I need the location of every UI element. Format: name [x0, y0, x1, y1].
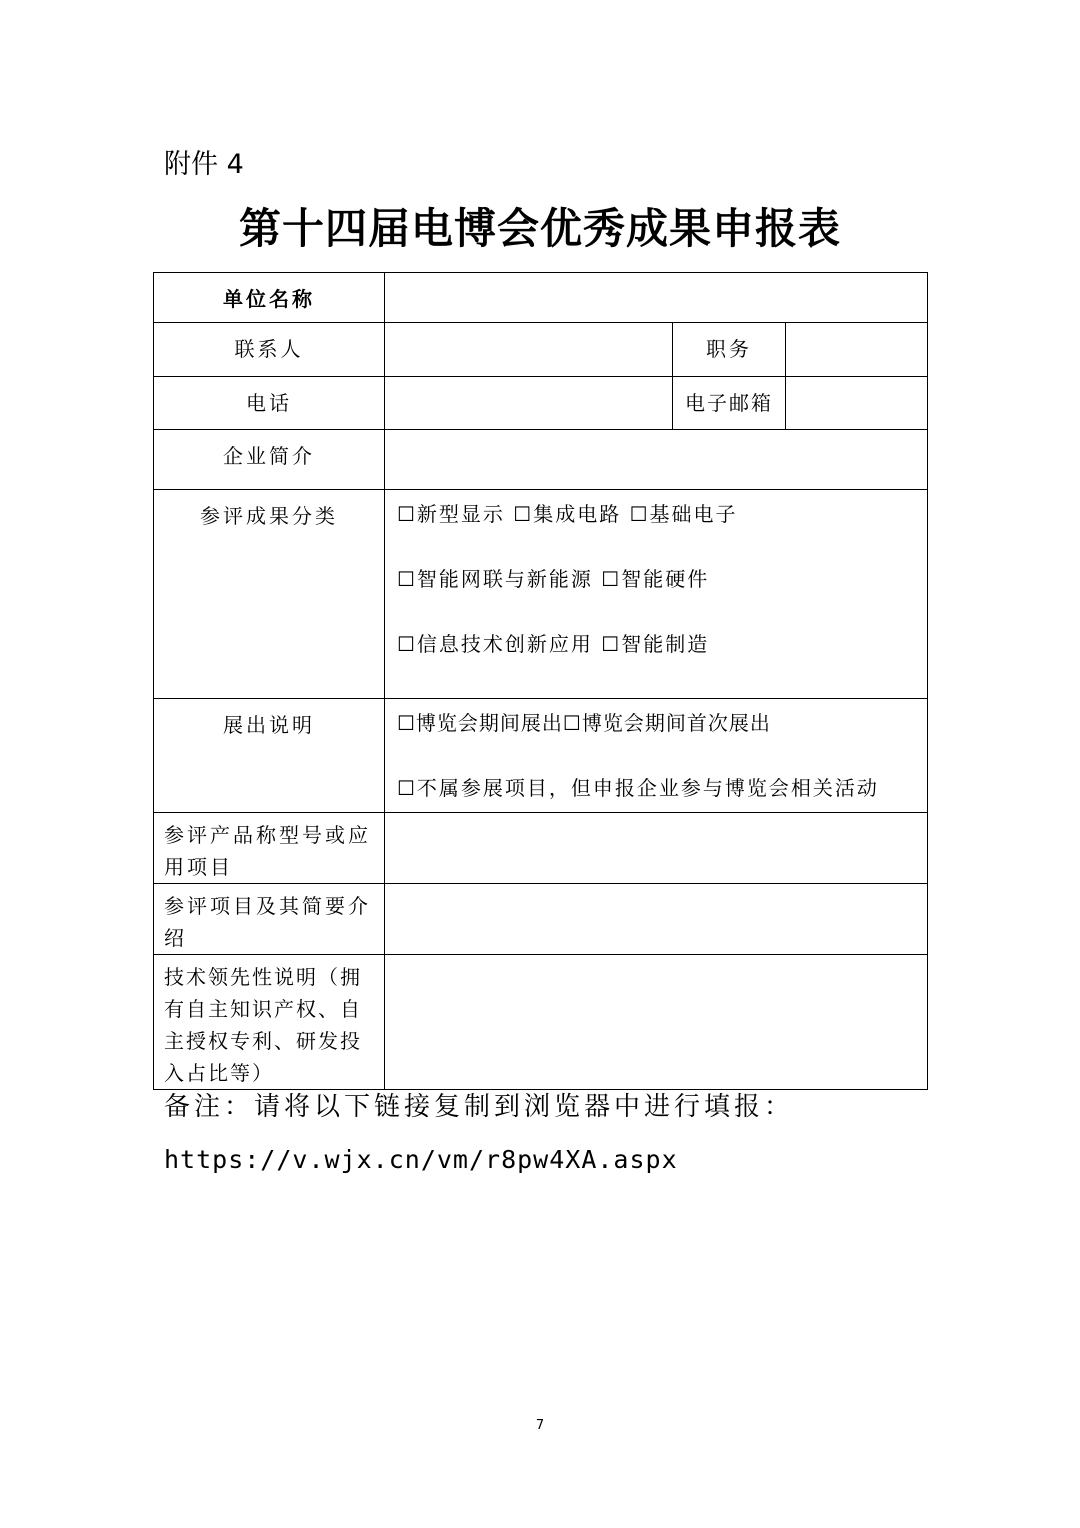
unit-name-field[interactable] — [385, 273, 928, 323]
page-number: 7 — [535, 1418, 545, 1433]
project-label: 参评项目及其简要介绍 — [154, 884, 385, 955]
attachment-label: 附件 4 — [164, 149, 244, 180]
contact-label: 联系人 — [154, 323, 385, 377]
tech-label: 技术领先性说明（拥有自主知识产权、自主授权专利、研发投入占比等） — [154, 955, 385, 1090]
tech-field[interactable] — [385, 955, 928, 1090]
exhibit-options-line[interactable]: ☐不属参展项目，但申报企业参与博览会相关活动 — [397, 776, 879, 800]
position-field[interactable] — [786, 323, 928, 377]
row-category — [154, 490, 928, 699]
email-label: 电子邮箱 — [673, 377, 786, 430]
product-label: 参评产品称型号或应用项目 — [154, 813, 385, 884]
phone-label: 电话 — [154, 377, 385, 430]
row-exhibit — [154, 699, 928, 813]
category-options-line[interactable]: ☐信息技术创新应用 ☐智能制造 — [397, 632, 710, 656]
contact-field[interactable] — [385, 323, 673, 377]
row-unit-name — [154, 273, 928, 323]
email-field[interactable] — [786, 377, 928, 430]
note-text: 备注：请将以下链接复制到浏览器中进行填报： — [164, 1092, 795, 1122]
row-product — [154, 813, 928, 884]
position-label: 职务 — [673, 323, 786, 377]
row-tech — [154, 955, 928, 1090]
exhibit-label: 展出说明 — [154, 699, 385, 813]
category-options — [385, 490, 928, 699]
row-phone — [154, 377, 928, 430]
exhibit-options — [385, 699, 928, 813]
row-project — [154, 884, 928, 955]
application-form-table — [153, 272, 928, 1090]
page-title: 第十四届电博会优秀成果申报表 — [238, 204, 841, 253]
unit-name-label: 单位名称 — [154, 273, 385, 323]
exhibit-options-line[interactable]: ☐博览会期间展出☐博览会期间首次展出 — [397, 711, 771, 735]
company-intro-field[interactable] — [385, 430, 928, 490]
row-contact — [154, 323, 928, 377]
row-company-intro — [154, 430, 928, 490]
submission-link[interactable]: https://v.wjx.cn/vm/r8pw4XA.aspx — [164, 1145, 678, 1174]
company-intro-label: 企业简介 — [154, 430, 385, 490]
phone-field[interactable] — [385, 377, 673, 430]
category-options-line[interactable]: ☐新型显示 ☐集成电路 ☐基础电子 — [397, 502, 738, 526]
product-field[interactable] — [385, 813, 928, 884]
category-options-line[interactable]: ☐智能网联与新能源 ☐智能硬件 — [397, 567, 710, 591]
category-label: 参评成果分类 — [154, 490, 385, 699]
project-field[interactable] — [385, 884, 928, 955]
